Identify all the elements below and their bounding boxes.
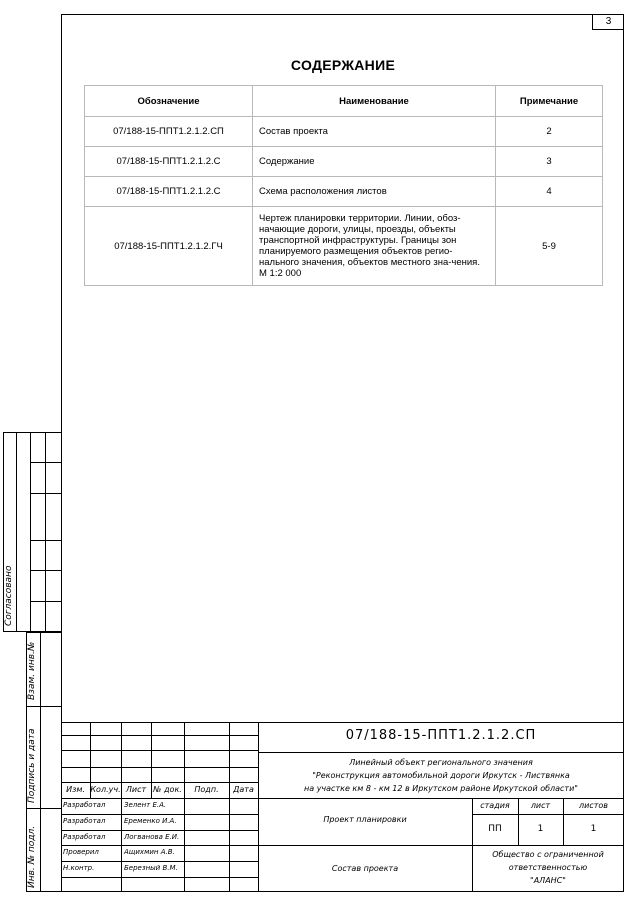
doc-code: 07/188-15-ППТ1.2.1.2.СП <box>345 728 537 743</box>
object-line-1: Линейный объект регионального значения <box>349 758 533 767</box>
col-header-sheet: Лист <box>125 785 147 794</box>
agreed-label: Согласовано <box>4 565 14 626</box>
table-row <box>85 147 603 177</box>
replace-inventory-label: Взам. инв.№ <box>27 641 37 700</box>
page-title: СОДЕРЖАНИЕ <box>290 57 396 73</box>
col-header-sign: Подп. <box>194 785 219 794</box>
row-name: Состав проекта <box>253 117 496 147</box>
sheet-number: 3 <box>592 14 624 30</box>
row-note: 5-9 <box>496 207 603 286</box>
sheet-name: Состав проекта <box>331 864 399 873</box>
table-row <box>85 207 603 286</box>
table-row <box>85 117 603 147</box>
signature-date-label: Подпись и дата <box>27 728 37 803</box>
object-line-3: на участке км 8 - км 12 в Иркутском районе Иркутской области" <box>304 784 578 793</box>
person-4: Ащихмин А.В. <box>124 848 175 856</box>
person-2: Еременко И.А. <box>124 817 177 825</box>
stage-value: ПП <box>488 824 502 834</box>
col-header-date: Дата <box>233 785 254 794</box>
header-note: Примечание <box>496 86 603 117</box>
row-note: 2 <box>496 117 603 147</box>
row-code: 07/188-15-ППТ1.2.1.2.С <box>85 147 253 177</box>
person-5: Березный В.М. <box>124 864 178 872</box>
row-name: Содержание <box>253 147 496 177</box>
role-4: Проверил <box>63 848 99 856</box>
sheets-value: 1 <box>590 824 597 834</box>
organization-line-1: Общество с ограниченной <box>492 850 604 859</box>
title-block <box>61 722 624 892</box>
person-1: Зелент Е.А. <box>124 801 167 809</box>
row-name: Схема расположения листов <box>253 177 496 207</box>
organization-line-2: ответственностью <box>508 863 588 872</box>
table-header-row <box>85 86 603 117</box>
header-designation: Обозначение <box>85 86 253 117</box>
role-1: Разработал <box>63 801 106 809</box>
original-inventory-label: Инв. № подл. <box>27 825 37 888</box>
sheets-label: листов <box>579 801 608 810</box>
sheet-label: лист <box>530 801 551 810</box>
person-3: Логванова Е.И. <box>124 833 180 841</box>
row-code: 07/188-15-ППТ1.2.1.2.ГЧ <box>85 207 253 286</box>
sheet-value: 1 <box>537 824 544 834</box>
header-name: Наименование <box>253 86 496 117</box>
organization-line-3: "АЛАНС" <box>530 876 566 885</box>
row-code: 07/188-15-ППТ1.2.1.2.С <box>85 177 253 207</box>
row-note: 4 <box>496 177 603 207</box>
col-header-doc-no: № док. <box>153 785 182 794</box>
project-name: Проект планировки <box>323 815 407 824</box>
role-5: Н.контр. <box>63 864 95 872</box>
row-name: Чертеж планировки территории. Линии, обоз-начающие дороги, улицы, проезды, объекты транспортной инфраструктуры. Границы зон планируемого размещения объектов регио-нального значения, объектов местного зна-чения. М 1:2 000 <box>253 207 496 286</box>
role-2: Разработал <box>63 817 106 825</box>
col-header-change: Изм. <box>66 785 85 794</box>
object-line-2: "Реконструкция автомобильной дороги Иркутск - Листвянка <box>312 771 570 780</box>
row-code: 07/188-15-ППТ1.2.1.2.СП <box>85 117 253 147</box>
role-3: Разработал <box>63 833 106 841</box>
stage-label: стадия <box>480 801 510 810</box>
table-row <box>85 177 603 207</box>
contents-table <box>84 85 603 286</box>
row-note: 3 <box>496 147 603 177</box>
col-header-count: Кол.уч. <box>90 785 121 794</box>
